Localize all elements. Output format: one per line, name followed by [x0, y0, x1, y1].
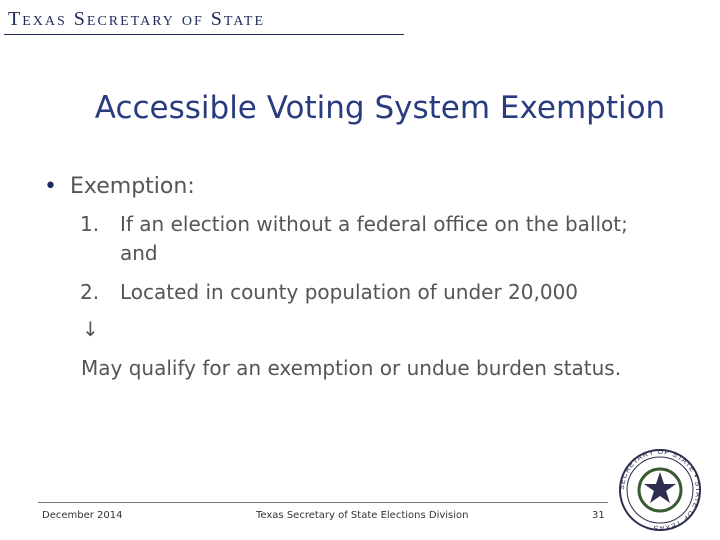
list-text: If an election without a federal office on the ballot; and	[120, 212, 628, 265]
footer-rule	[38, 502, 608, 503]
footer-date: December 2014	[42, 510, 123, 521]
bullet-text: Exemption:	[70, 174, 195, 199]
bullet-dot-icon: •	[44, 174, 57, 199]
bullet	[44, 174, 195, 199]
numbered-list	[80, 210, 640, 307]
list-text: Located in county population of under 20,000	[120, 280, 579, 304]
slide-title: Accessible Voting System Exemption	[94, 90, 666, 126]
header	[0, 0, 720, 40]
header-title: Texas Secretary of State	[8, 8, 266, 30]
down-arrow-icon: ↓	[82, 317, 99, 341]
list-item	[80, 278, 640, 307]
list-number: 2.	[80, 280, 100, 304]
list-number: 1.	[80, 212, 100, 236]
seal-text: SECRETARY OF STATE • STATE OF TEXAS	[618, 448, 702, 532]
list-item	[80, 210, 640, 268]
footer-division: Texas Secretary of State Elections Division	[256, 510, 469, 521]
page-number: 31	[592, 510, 605, 521]
state-seal-icon	[612, 448, 708, 532]
header-rule	[4, 34, 404, 35]
conclusion-text: May qualify for an exemption or undue burden status.	[81, 356, 622, 380]
